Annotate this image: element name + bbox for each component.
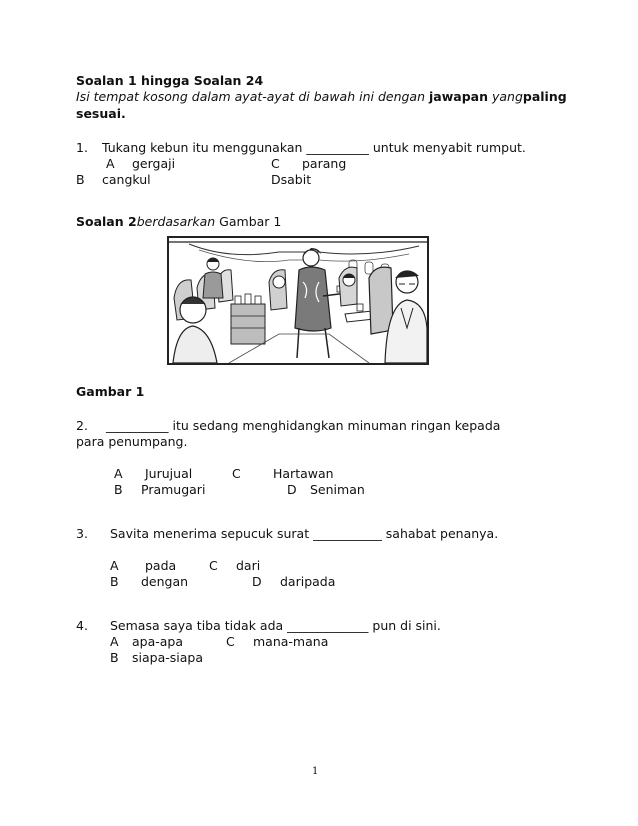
q2-intro-plain: Gambar 1 [215, 214, 282, 229]
q2-option-d-text: Seniman [310, 482, 365, 497]
q2-number: 2. [76, 418, 88, 433]
q2-intro-italic: berdasarkan [136, 214, 216, 229]
instruction-line-2: sesuai. [76, 106, 126, 121]
q3-option-b-letter: B [110, 574, 119, 589]
instruction-bold-1: jawapan [429, 89, 488, 104]
q4-option-a-letter: A [110, 634, 119, 649]
q2-option-a-letter: A [114, 466, 123, 481]
q1-option-a-text: gergaji [132, 156, 176, 171]
q2-option-d-letter: D [287, 482, 297, 497]
instruction-text-2: yang [487, 89, 523, 104]
q1-option-b-letter: B [76, 172, 85, 187]
instruction-bold-2: paling [522, 89, 567, 104]
q1-option-c-letter: C [271, 156, 280, 171]
q3-option-b-text: dengan [141, 574, 189, 589]
q3-option-a-letter: A [110, 558, 119, 573]
q2-intro [76, 214, 281, 229]
q2-option-c-letter: C [232, 466, 241, 481]
figure-airplane-cabin [167, 236, 429, 365]
q1-option-b-text: cangkul [102, 172, 151, 187]
q2-option-b-text: Pramugari [141, 482, 206, 497]
q2-text-line2: para penumpang. [76, 434, 188, 449]
q3-option-c-text: dari [236, 558, 261, 573]
q3-option-a-text: pada [145, 558, 177, 573]
q3-text: Savita menerima sepucuk surat ___________ sahabat penanya. [110, 526, 499, 541]
q1-option-d-text: Dsabit [271, 172, 312, 187]
instruction-text-1: Isi tempat kosong dalam ayat-ayat di bawah ini dengan [76, 89, 429, 104]
q3-option-c-letter: C [209, 558, 218, 573]
airplane-cabin-illustration [169, 238, 427, 363]
q4-option-b-text: siapa-siapa [132, 650, 203, 665]
q4-option-b-letter: B [110, 650, 119, 665]
section-title: Soalan 1 hingga Soalan 24 [76, 73, 264, 88]
q2-text-line1: __________ itu sedang menghidangkan minuman ringan kepada [106, 418, 501, 433]
q4-number: 4. [76, 618, 88, 633]
q4-option-c-text: mana-mana [253, 634, 329, 649]
q1-number: 1. [76, 140, 88, 155]
q2-option-a-text: Jurujual [145, 466, 193, 481]
page-number: 1 [312, 766, 319, 777]
q3-number: 3. [76, 526, 88, 541]
q2-intro-bold: Soalan 2 [76, 214, 137, 229]
q4-option-a-text: apa-apa [132, 634, 184, 649]
q2-option-b-letter: B [114, 482, 123, 497]
q2-option-c-text: Hartawan [273, 466, 334, 481]
q4-text: Semasa saya tiba tidak ada _____________ pun di sini. [110, 618, 441, 633]
q1-option-a-letter: A [106, 156, 115, 171]
q4-option-c-letter: C [226, 634, 235, 649]
figure-caption: Gambar 1 [76, 384, 145, 399]
q1-text: Tukang kebun itu menggunakan __________ untuk menyabit rumput. [102, 140, 526, 155]
instruction [76, 89, 567, 104]
q3-option-d-letter: D [252, 574, 262, 589]
q1-option-c-text: parang [302, 156, 347, 171]
q3-option-d-text: daripada [280, 574, 336, 589]
